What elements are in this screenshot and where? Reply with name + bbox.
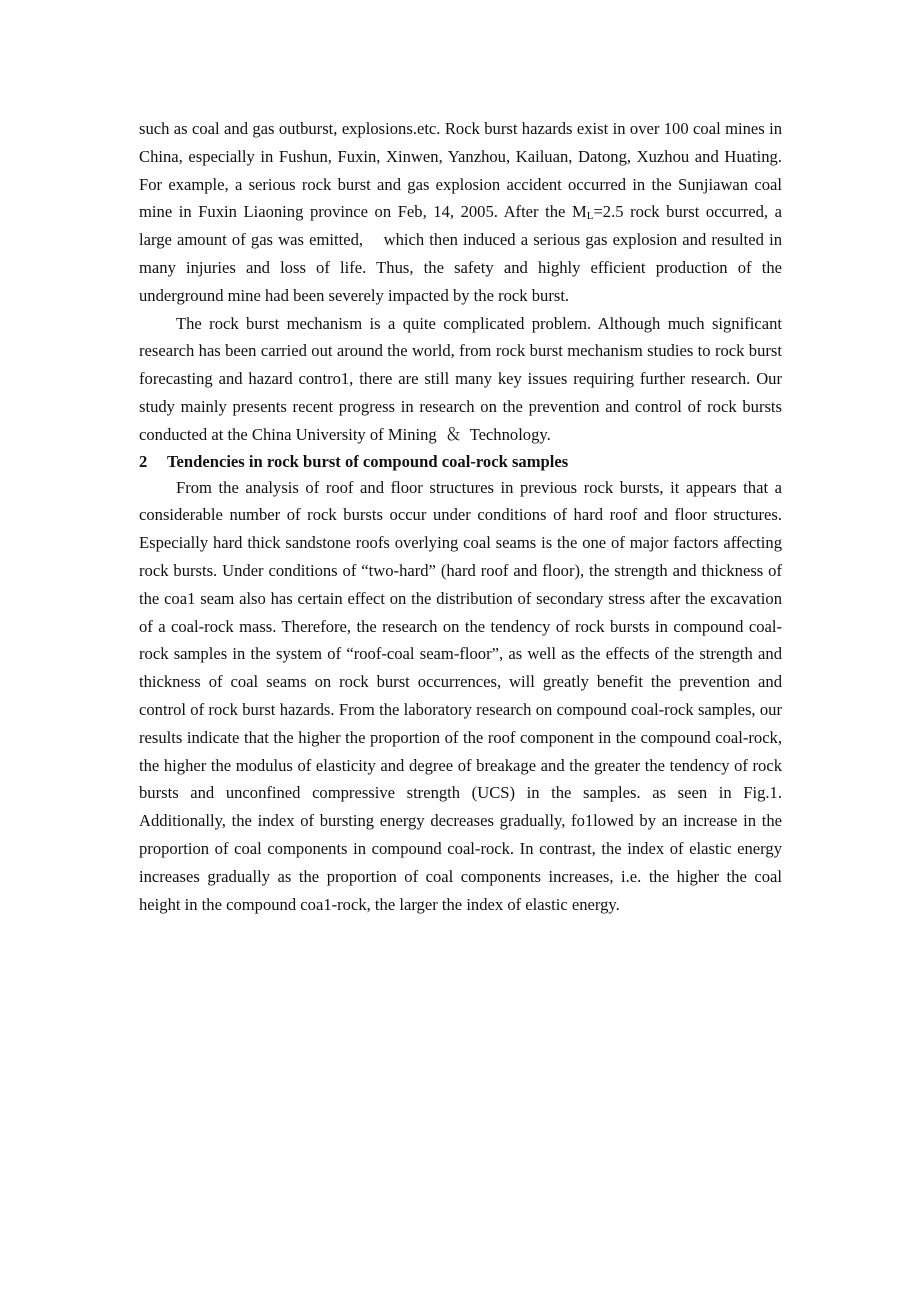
paragraph-text: =2.5 rock burst occurred, a large amount of gas was emitted, which then induced a serious gas explosion and resulted in many injuries and loss of life. Thus, the safety and highly efficient production of the underground mine had been severely impacted by the rock burst.: [139, 202, 782, 305]
section-title: Tendencies in rock burst of compound coal-rock samples: [167, 451, 569, 471]
body-text: [139, 115, 782, 918]
magnitude-subscript: L: [586, 210, 594, 223]
section-number: 2: [139, 451, 148, 471]
paragraph-rock-burst-hazards: [139, 115, 782, 310]
paragraph-mechanism: The rock burst mechanism is a quite complicated problem. Although much significant research has been carried out around the world, from rock burst mechanism studies to rock burst forecasting and hazard contro1, there are still many key issues requiring further research. Our study mainly presents recent progress in research on the prevention and control of rock bursts conducted at the China University of Mining ＆ Technology.: [139, 313, 782, 444]
paragraph-text: such as coal and gas outburst, explosions.etc. Rock burst hazards exist in over 100 coal mines in China, especially in Fushun, Fuxin, Xinwen, Yanzhou, Kailuan, Datong, Xuzhou and Huating. For example, a serious rock burst and gas explosion accident occurred in the Sunjiawan coal mine in Fuxin Liaoning province on Feb, 14, 2005. After the M: [139, 119, 782, 222]
paragraph-compound-coal-rock: From the analysis of roof and floor structures in previous rock bursts, it appears that a considerable number of rock bursts occur under conditions of hard roof and floor structures. Especially hard thick sandstone roofs overlying coal seams is the one of major factors affecting rock bursts. Under conditions of “two-hard” (hard roof and floor), the strength and thickness of the coa1 seam also has certain effect on the distribution of secondary stress after the excavation of a coal-rock mass. Therefore, the research on the tendency of rock bursts in compound coal-rock samples in the system of “roof-coal seam-floor”, as well as the effects of the strength and thickness of coal seams on rock burst occurrences, will greatly benefit the prevention and control of rock burst hazards. From the laboratory research on compound coal-rock samples, our results indicate that the higher the proportion of the roof component in the compound coal-rock, the higher the modulus of elasticity and degree of breakage and the greater the tendency of rock bursts and unconfined compressive strength (UCS) in the samples. as seen in Fig.1. Additionally, the index of bursting energy decreases gradually, fo1lowed by an increase in the proportion of coal components in compound coal-rock. In contrast, the index of elastic energy increases gradually as the proportion of coal components increases, i.e. the higher the coal height in the compound coa1-rock, the larger the index of elastic energy.: [139, 477, 782, 914]
section-heading: [139, 449, 782, 474]
